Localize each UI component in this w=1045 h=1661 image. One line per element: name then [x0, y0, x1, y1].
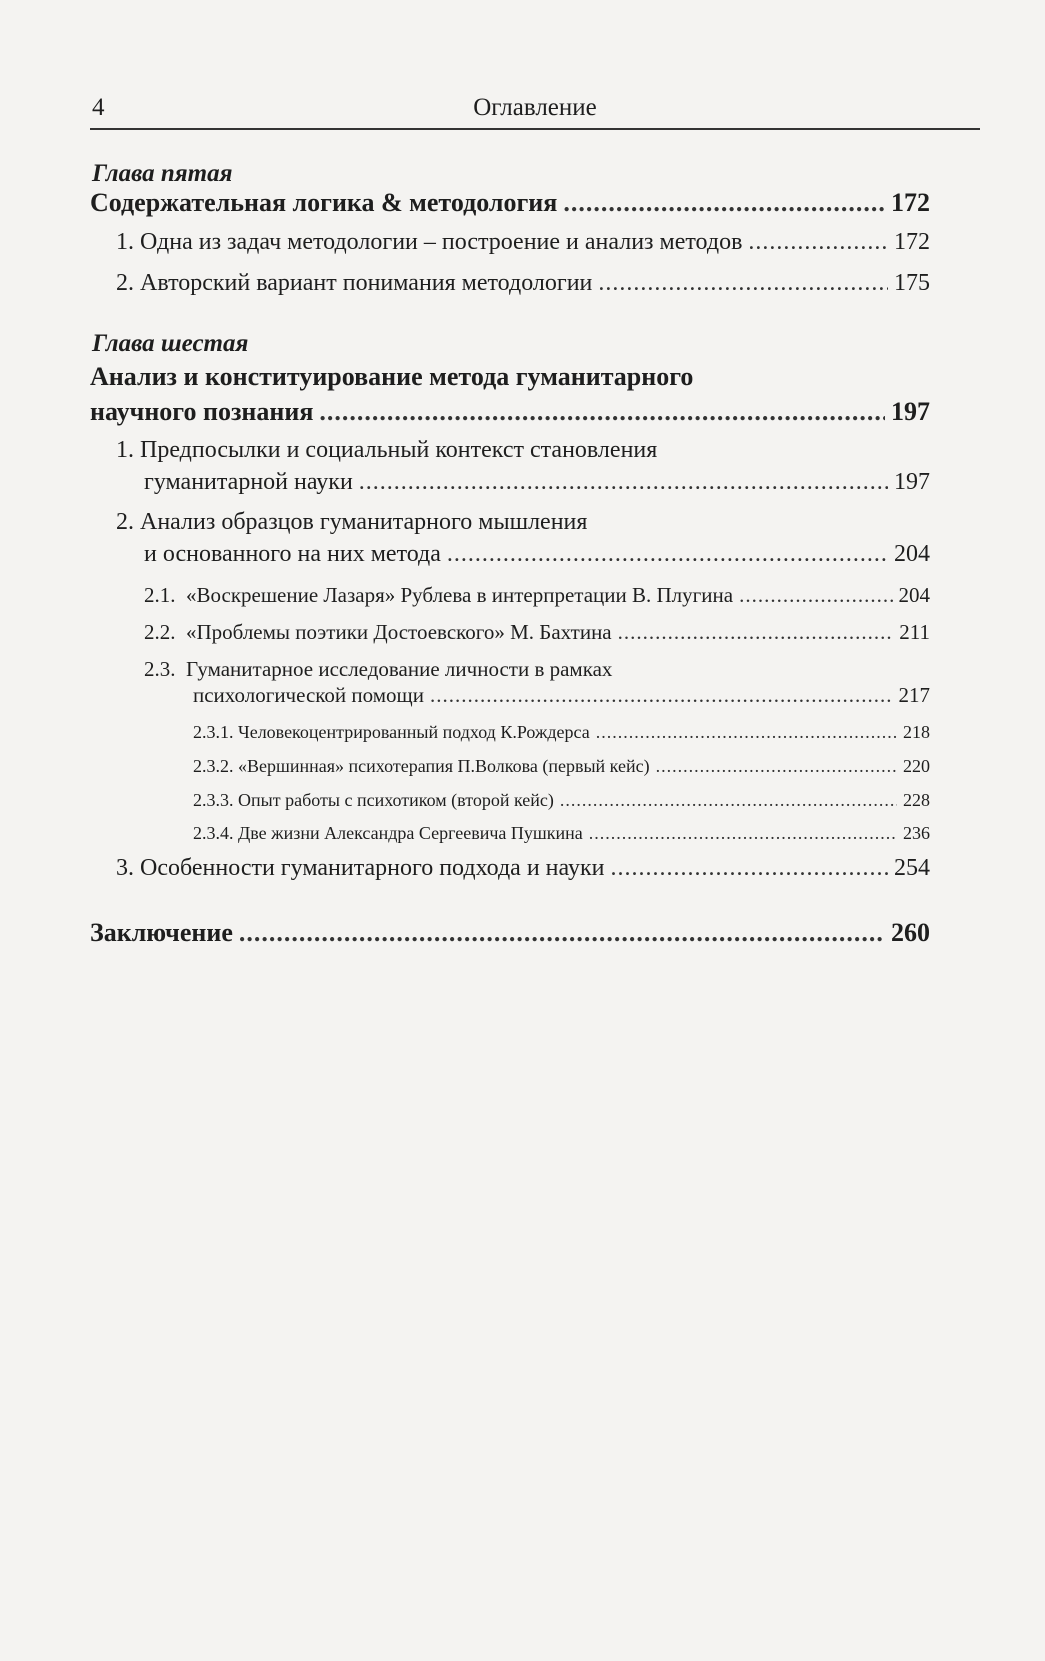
leader-dots	[239, 918, 885, 948]
toc-entry-6-2-3-2[interactable]	[193, 756, 930, 777]
toc-entry-title: Содержательная логика & методология	[90, 188, 558, 217]
leader-dots	[598, 270, 888, 297]
toc-entry-6-2-3-4[interactable]	[193, 823, 930, 844]
toc-entry-6-1[interactable]	[144, 469, 930, 496]
leader-dots	[589, 823, 897, 844]
toc-entry-chapter-6[interactable]	[90, 397, 930, 427]
toc-entry-number: 2.2.	[144, 620, 176, 644]
toc-entry-title: Предпосылки и социальный контекст становления	[140, 437, 658, 463]
toc-entry-6-2-1[interactable]	[144, 583, 930, 608]
toc-entry-5-2[interactable]	[116, 270, 930, 297]
toc-entry-6-2-2[interactable]	[144, 620, 930, 645]
toc-entry-title: «Воскрешение Лазаря» Рублева в интерпретации В. Плугина	[186, 583, 734, 607]
toc-entry-6-3[interactable]	[116, 855, 930, 882]
leader-dots	[560, 790, 897, 811]
leader-dots	[596, 722, 897, 743]
toc-entry-number: 1.	[116, 437, 134, 463]
leader-dots	[739, 583, 892, 608]
toc-entry-title: Авторский вариант понимания методологии	[140, 270, 593, 296]
toc-entry-6-2[interactable]	[144, 541, 930, 568]
toc-entry-title: Опыт работы с психотиком (второй кейс)	[238, 790, 554, 810]
leader-dots	[447, 541, 888, 568]
toc-entry-title: Одна из задач методологии – построение и анализ методов	[140, 229, 743, 255]
toc-entry-number: 2.3.3.	[193, 790, 234, 810]
toc-entry-title: Гуманитарное исследование личности в рамках	[186, 657, 613, 681]
toc-entry-6-2-3-3[interactable]	[193, 790, 930, 811]
toc-entry-page: 197	[894, 469, 930, 495]
leader-dots	[359, 469, 888, 496]
toc-entry-number: 1.	[116, 229, 134, 255]
toc-entry-title: Анализ образцов гуманитарного мышления	[140, 509, 588, 535]
toc-entry-page: 218	[903, 722, 930, 742]
toc-entry-title: научного познания	[90, 397, 314, 426]
chapter-6-label: Глава шестая	[92, 330, 249, 357]
toc-entry-page: 211	[899, 620, 930, 644]
toc-entry-title: Заключение	[90, 918, 233, 947]
running-title: Оглавление	[473, 94, 597, 121]
toc-entry-title: Две жизни Александра Сергеевича Пушкина	[238, 823, 583, 843]
toc-entry-page: 254	[894, 855, 930, 881]
leader-dots	[563, 188, 885, 218]
toc-entry-page: 220	[903, 756, 930, 776]
leader-dots	[430, 683, 893, 708]
running-header	[90, 88, 980, 130]
toc-entry-title-cont: гуманитарной науки	[144, 469, 353, 495]
leader-dots	[319, 397, 885, 427]
toc-entry-page: 175	[894, 270, 930, 296]
toc-entry-title: «Проблемы поэтики Достоевского» М. Бахтина	[186, 620, 612, 644]
toc-entry-number: 2.1.	[144, 583, 176, 607]
toc-entry-number: 2.3.1.	[193, 722, 234, 742]
toc-entry-page: 172	[891, 188, 930, 217]
toc-entry-page: 197	[891, 397, 930, 426]
toc-entry-page: 217	[898, 683, 930, 707]
chapter-5-label: Глава пятая	[92, 160, 233, 187]
toc-entry-chapter-6-line1: Анализ и конституирование метода гуманитарного	[90, 362, 694, 391]
leader-dots	[656, 756, 897, 777]
toc-entry-conclusion[interactable]	[90, 918, 930, 948]
toc-entry-page: 228	[903, 790, 930, 810]
toc-entry-title: Человекоцентрированный подход К.Рождерса	[238, 722, 590, 742]
toc-entry-page: 204	[898, 583, 930, 607]
toc-entry-6-2-3-1[interactable]	[193, 722, 930, 743]
page-number: 4	[92, 94, 105, 121]
toc-entry-title: «Вершинная» психотерапия П.Волкова (первый кейс)	[238, 756, 650, 776]
toc-entry-number: 2.	[116, 509, 134, 535]
toc-entry-page: 236	[903, 823, 930, 843]
toc-entry-title: Особенности гуманитарного подхода и науки	[140, 855, 605, 881]
toc-entry-number: 2.3.2.	[193, 756, 234, 776]
toc-entry-page: 204	[894, 541, 930, 567]
toc-entry-6-2-3-line1	[144, 657, 612, 682]
toc-entry-page: 260	[891, 918, 930, 947]
toc-entry-number: 2.	[116, 270, 134, 296]
toc-entry-6-2-line1	[116, 509, 587, 536]
toc-entry-6-2-3[interactable]	[193, 683, 930, 708]
leader-dots	[610, 855, 888, 882]
toc-entry-number: 3.	[116, 855, 134, 881]
toc-entry-6-1-line1	[116, 437, 657, 464]
leader-dots	[618, 620, 894, 645]
toc-entry-title-cont: и основанного на них метода	[144, 541, 441, 567]
toc-entry-title-cont: психологической помощи	[193, 683, 424, 707]
toc-entry-5-1[interactable]	[116, 229, 930, 256]
toc-entry-number: 2.3.4.	[193, 823, 234, 843]
toc-entry-page: 172	[894, 229, 930, 255]
leader-dots	[748, 229, 888, 256]
toc-entry-chapter-5[interactable]	[90, 188, 930, 218]
toc-entry-number: 2.3.	[144, 657, 176, 681]
